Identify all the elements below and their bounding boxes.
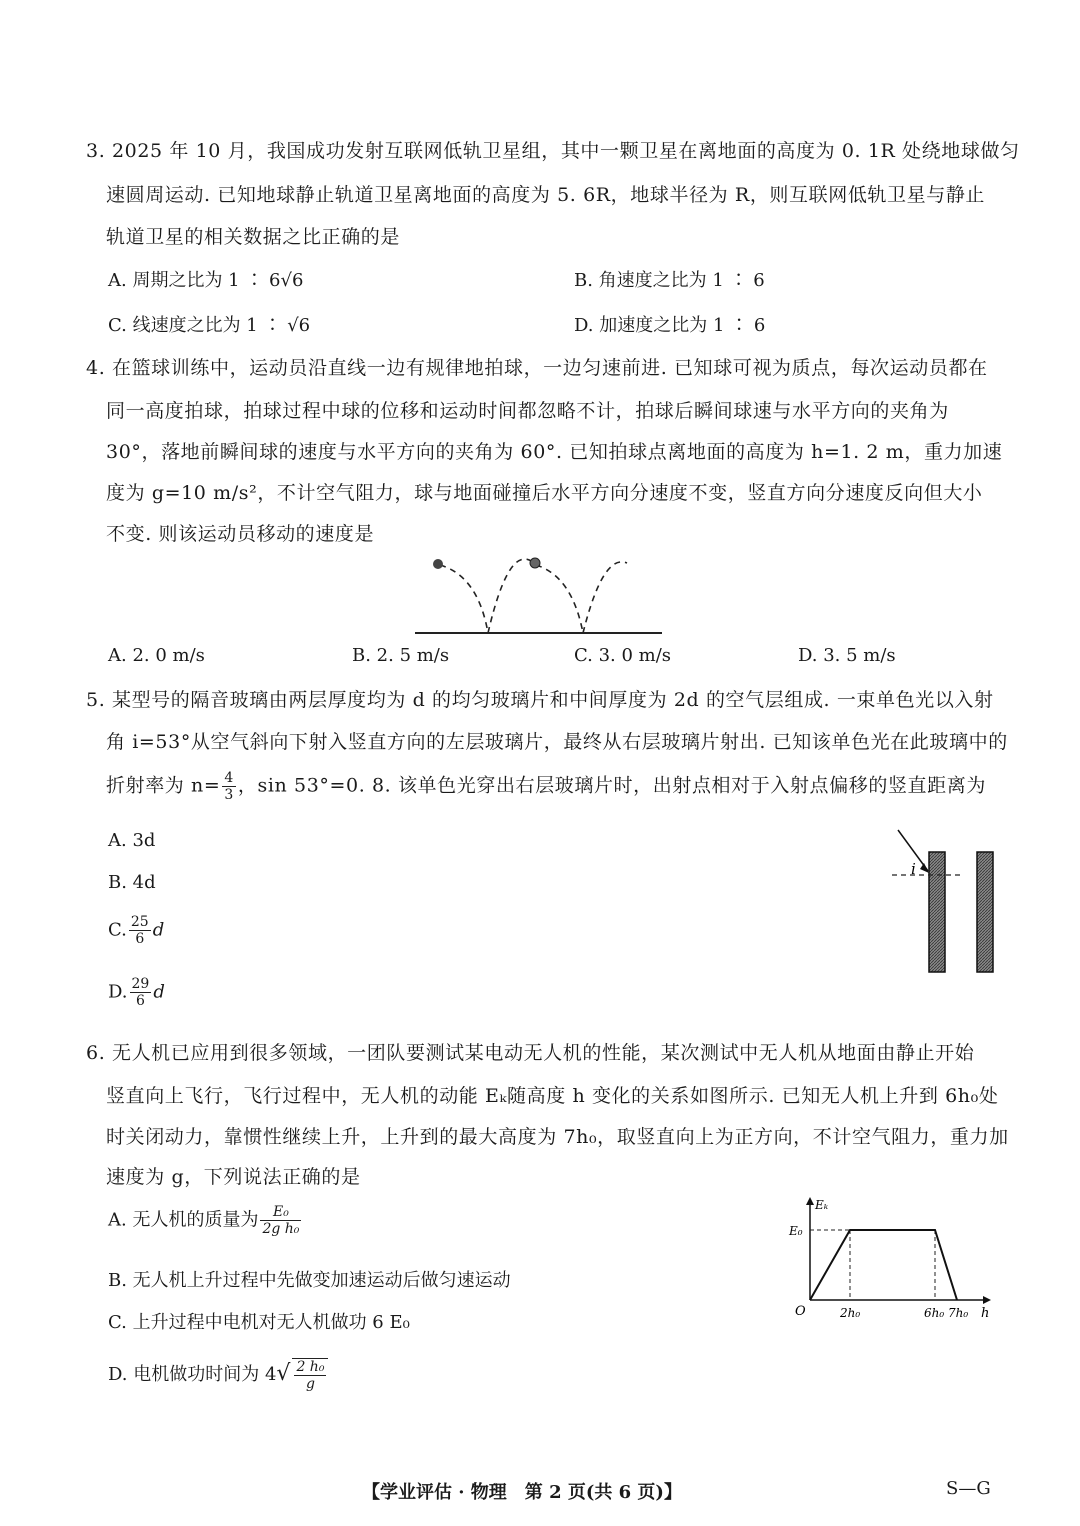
svg-text:6h₀: 6h₀: [924, 1306, 945, 1320]
q5-line-3-start: 折射率为 n=: [106, 774, 221, 797]
q4-line-5: 不变. 则该运动员移动的速度是: [106, 523, 375, 545]
q5-option-c: C. $\frac{25}{6}$ d: [108, 914, 165, 947]
svg-text:2h₀: 2h₀: [840, 1306, 861, 1320]
footer-page-info: 【学业评估 · 物理 第 2 页(共 6 页)】: [362, 1482, 682, 1503]
svg-text:Eₖ: Eₖ: [815, 1198, 829, 1212]
q4-option-d: D. 3. 5 m/s: [798, 645, 896, 666]
svg-text:7h₀: 7h₀: [948, 1306, 969, 1320]
ball-1: [433, 559, 443, 569]
q6-option-b: B. 无人机上升过程中先做变加速运动后做匀速运动: [108, 1270, 511, 1291]
left-glass-pane: [929, 852, 945, 972]
q4-option-b: B. 2. 5 m/s: [352, 645, 450, 666]
q3-option-a: A. 周期之比为 1 ∶ 6√6: [108, 270, 304, 291]
svg-text:O: O: [795, 1304, 806, 1319]
q4-line-4: 度为 g=10 m/s²，不计空气阻力，球与地面碰撞后水平方向分速度不变，竖直方向分速度反向但大小: [106, 482, 983, 504]
right-glass-pane: [977, 852, 993, 972]
footer-code: S—G: [946, 1478, 991, 1499]
q5-line-1: 5. 某型号的隔音玻璃由两层厚度均为 d 的均匀玻璃片和中间厚度为 2d 的空气层组成. 一束单色光以入射: [86, 689, 994, 711]
glass-panes-figure: [880, 825, 1020, 975]
q5-line-3: [106, 770, 986, 803]
q5-option-a: A. 3d: [108, 830, 156, 851]
q3-option-d: D. 加速度之比为 1 ∶ 6: [574, 315, 766, 336]
q4-line-2: 同一高度拍球，拍球过程中球的位移和运动时间都忽略不计，拍球后瞬间球速与水平方向的夹角为: [106, 400, 949, 422]
ball-2: [530, 558, 540, 568]
q5-line-3-end: ，sin 53°=0. 8. 该单色光穿出右层玻璃片时，出射点相对于入射点偏移的竖直距离为: [237, 774, 986, 797]
q6-line-4: 速度为 g，下列说法正确的是: [106, 1166, 361, 1188]
q4-line-1: 4. 在篮球训练中，运动员沿直线一边有规律地拍球，一边匀速前进. 已知球可视为质点，每次运动员都在: [86, 357, 988, 379]
q6-option-d: D. 电机做功时间为 4√ $\frac{\text{2 h₀}}{g}$: [108, 1358, 330, 1392]
q6-line-2: 竖直向上飞行，飞行过程中，无人机的动能 Eₖ随高度 h 变化的关系如图所示. 已知无人机上升到 6h₀处: [106, 1085, 999, 1107]
ek-height-graph: [785, 1195, 1005, 1325]
q4-line-3: 30°，落地前瞬间球的速度与水平方向的夹角为 60°. 已知拍球点离地面的高度为 h=1. 2 m，重力加速: [106, 441, 1003, 463]
refractive-index-fraction: $\frac{4}{3}$: [224, 770, 234, 803]
svg-text:h: h: [981, 1306, 990, 1321]
q4-option-c: C. 3. 0 m/s: [574, 645, 672, 666]
svg-text:i: i: [911, 860, 916, 878]
q3-line-1: 3. 2025 年 10 月，我国成功发射互联网低轨卫星组，其中一颗卫星在离地面的高度为 0. 1R 处绕地球做匀: [86, 140, 1020, 162]
q3-line-3: 轨道卫星的相关数据之比正确的是: [106, 226, 401, 248]
svg-text:E₀: E₀: [789, 1224, 803, 1238]
q5-line-2: 角 i=53°从空气斜向下射入竖直方向的左层玻璃片，最终从右层玻璃片射出. 已知该单色光在此玻璃中的: [106, 731, 1008, 753]
q6-option-c: C. 上升过程中电机对无人机做功 6 E₀: [108, 1312, 410, 1333]
q6-option-a: A. 无人机的质量为 $\frac{\text{E₀}}{\text{2g h₀}}$: [108, 1204, 300, 1237]
q3-line-2: 速圆周运动. 已知地球静止轨道卫星离地面的高度为 5. 6R，地球半径为 R，则互联网低轨卫星与静止: [106, 184, 986, 206]
q5-option-d: D. $\frac{29}{6}$ d: [108, 976, 165, 1009]
q3-option-c: C. 线速度之比为 1 ∶ √6: [108, 315, 311, 336]
q3-option-b: B. 角速度之比为 1 ∶ 6: [574, 270, 765, 291]
q4-option-a: A. 2. 0 m/s: [108, 645, 205, 666]
q5-option-b: B. 4d: [108, 872, 156, 893]
q6-line-3: 时关闭动力，靠惯性继续上升，上升到的最大高度为 7h₀，取竖直向上为正方向，不计空气阻力，重力加: [106, 1126, 1009, 1148]
q6-line-1: 6. 无人机已应用到很多领域，一团队要测试某电动无人机的性能，某次测试中无人机从地面由静止开始: [86, 1042, 975, 1064]
